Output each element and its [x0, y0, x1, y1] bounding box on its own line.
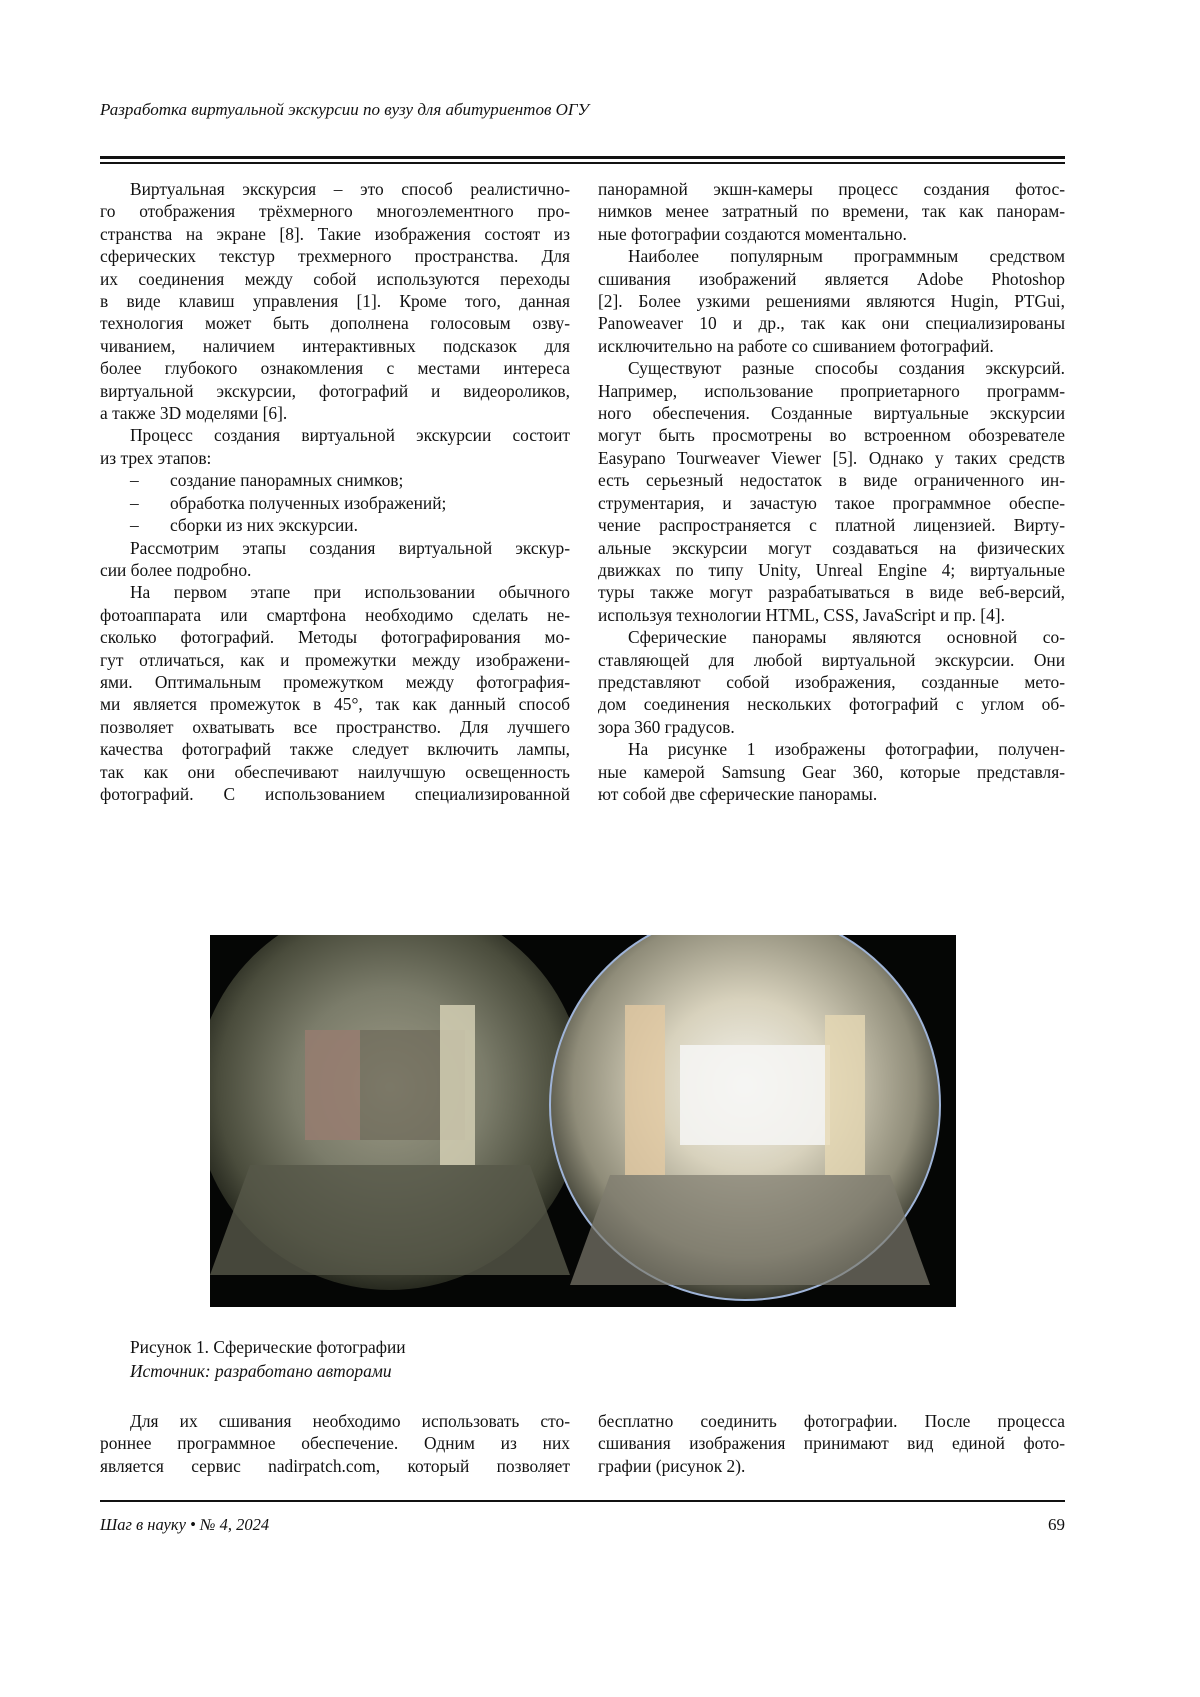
text-line: На первом этапе при использовании обычного [100, 581, 570, 603]
text-line: фотоаппарата или смартфона необходимо сделать не- [100, 604, 570, 626]
header-rule [100, 156, 1065, 159]
text-line: странства на экране [8]. Такие изображения состоят из [100, 223, 570, 245]
paragraph [598, 1410, 1065, 1477]
right-fisheye-photo [550, 935, 940, 1300]
text-line: является сервис nadirpatch.com, который позволяет [100, 1455, 570, 1477]
dash-bullet-icon: – [100, 492, 170, 514]
text-line: сии более подробно. [100, 559, 570, 581]
text-line: технология может быть дополнена голосовым озву- [100, 312, 570, 334]
dash-bullet-icon: – [100, 469, 170, 491]
text-line: ные камерой Samsung Gear 360, которые представля- [598, 761, 1065, 783]
text-line: чение распространяется с платной лицензией. Вирту- [598, 514, 1065, 536]
left-fisheye-photo [210, 935, 585, 1290]
list-item [100, 469, 570, 491]
text-line: дом соединения нескольких фотографий с углом об- [598, 693, 1065, 715]
text-line: зора 360 градусов. [598, 716, 1065, 738]
text-line: Существуют разные способы создания экскурсий. [598, 357, 1065, 379]
text-line: бесплатно соединить фотографии. После процесса [598, 1410, 1065, 1432]
text-line: виртуальной экскурсии, фотографий и видеороликов, [100, 380, 570, 402]
figure-source: Источник: разработано авторами [130, 1359, 406, 1383]
text-line: [2]. Более узкими решениями являются Hugin, PTGui, [598, 290, 1065, 312]
text-line: ми является промежуток в 45°, так как данный способ [100, 693, 570, 715]
page-number: 69 [1048, 1515, 1065, 1535]
text-line: Процесс создания виртуальной экскурсии состоит [100, 424, 570, 446]
bottom-right-column [598, 1410, 1065, 1477]
text-line: Easypano Tourweaver Viewer [5]. Однако у таких средств [598, 447, 1065, 469]
text-line: ного обеспечения. Созданные виртуальные экскурсии [598, 402, 1065, 424]
paragraph [598, 738, 1065, 805]
text-line: позволяет охватывать все пространство. Для лучшего [100, 716, 570, 738]
text-line: ные фотографии создаются моментально. [598, 223, 1065, 245]
text-line: сферических текстур трехмерного пространства. Для [100, 245, 570, 267]
figure-caption-block [130, 1335, 406, 1383]
right-column [598, 178, 1065, 805]
paragraph [598, 357, 1065, 626]
list-item [100, 514, 570, 536]
text-line: роннее программное обеспечение. Одним из них [100, 1432, 570, 1454]
text-line: сшивания изображения принимают вид единой фото- [598, 1432, 1065, 1454]
text-line: из трех этапов: [100, 447, 570, 469]
paragraph [598, 178, 1065, 245]
text-line: сшивания изображений является Adobe Photoshop [598, 268, 1065, 290]
text-line: используя технологии HTML, CSS, JavaScript и пр. [4]. [598, 604, 1065, 626]
text-line: движках по типу Unity, Unreal Engine 4; виртуальные [598, 559, 1065, 581]
list-item-text: сборки из них экскурсии. [170, 514, 358, 536]
paragraph [100, 537, 570, 582]
text-line: ставляющей для любой виртуальной экскурсии. Они [598, 649, 1065, 671]
paragraph [100, 178, 570, 424]
text-line: Для их сшивания необходимо использовать сто- [100, 1410, 570, 1432]
list-item-text: обработка полученных изображений; [170, 492, 446, 514]
text-line: чиванием, наличием интерактивных подсказок для [100, 335, 570, 357]
text-line: На рисунке 1 изображены фотографии, получен- [598, 738, 1065, 760]
text-line: гут отличаться, как и промежутки между изображени- [100, 649, 570, 671]
running-title: Разработка виртуальной экскурсии по вузу для абитуриентов ОГУ [100, 100, 589, 120]
text-line: струментария, и зачастую такое программное обеспе- [598, 492, 1065, 514]
text-line: представляют собой изображения, созданные мето- [598, 671, 1065, 693]
text-line: ями. Оптимальным промежутком между фотография- [100, 671, 570, 693]
text-line: качества фотографий также следует включить лампы, [100, 738, 570, 760]
text-line: Виртуальная экскурсия – это способ реалистично- [100, 178, 570, 200]
text-line: есть серьезный недостаток в виде ограниченного ин- [598, 469, 1065, 491]
text-line: Panoweaver 10 и др., так как они специализированы [598, 312, 1065, 334]
header-rule-thin [100, 162, 1065, 164]
figure-caption: Рисунок 1. Сферические фотографии [130, 1335, 406, 1359]
paragraph [100, 424, 570, 469]
dash-bullet-icon: – [100, 514, 170, 536]
text-line: альные экскурсии могут создаваться на физических [598, 537, 1065, 559]
left-column [100, 178, 570, 805]
text-line: а также 3D моделями [6]. [100, 402, 570, 424]
paragraph [598, 626, 1065, 738]
figure-spherical-photos [210, 935, 956, 1307]
text-line: панорамной экшн-камеры процесс создания фотос- [598, 178, 1065, 200]
text-line: Рассмотрим этапы создания виртуальной экскур- [100, 537, 570, 559]
journal-name: Шаг в науку • № 4, 2024 [100, 1515, 269, 1535]
text-line: фотографий. С использованием специализированной [100, 783, 570, 805]
bullet-list [100, 469, 570, 536]
list-item [100, 492, 570, 514]
fisheye-photos-image [210, 935, 956, 1307]
text-line: нимков менее затратный по времени, так как панорам- [598, 200, 1065, 222]
text-line: туры также могут разрабатываться в виде веб-версий, [598, 581, 1065, 603]
paragraph [100, 581, 570, 805]
text-line: го отображения трёхмерного многоэлементного про- [100, 200, 570, 222]
text-line: ют собой две сферические панорамы. [598, 783, 1065, 805]
text-line: Сферические панорамы являются основной со- [598, 626, 1065, 648]
text-line: графии (рисунок 2). [598, 1455, 1065, 1477]
list-item-text: создание панорамных снимков; [170, 469, 403, 491]
text-line: сколько фотографий. Методы фотографирования мо- [100, 626, 570, 648]
paragraph [100, 1410, 570, 1477]
footer-rule [100, 1500, 1065, 1502]
text-line: Например, использование проприетарного программ- [598, 380, 1065, 402]
bottom-left-column [100, 1410, 570, 1477]
text-line: более глубокого ознакомления с местами интереса [100, 357, 570, 379]
text-line: исключительно на работе со сшиванием фотографий. [598, 335, 1065, 357]
text-line: их соединения между собой используются переходы [100, 268, 570, 290]
text-line: Наиболее популярным программным средством [598, 245, 1065, 267]
text-line: в виде клавиш управления [1]. Кроме того, данная [100, 290, 570, 312]
text-line: могут быть просмотрены во встроенном обозревателе [598, 424, 1065, 446]
paragraph [598, 245, 1065, 357]
text-line: так как они обеспечивают наилучшую освещенность [100, 761, 570, 783]
